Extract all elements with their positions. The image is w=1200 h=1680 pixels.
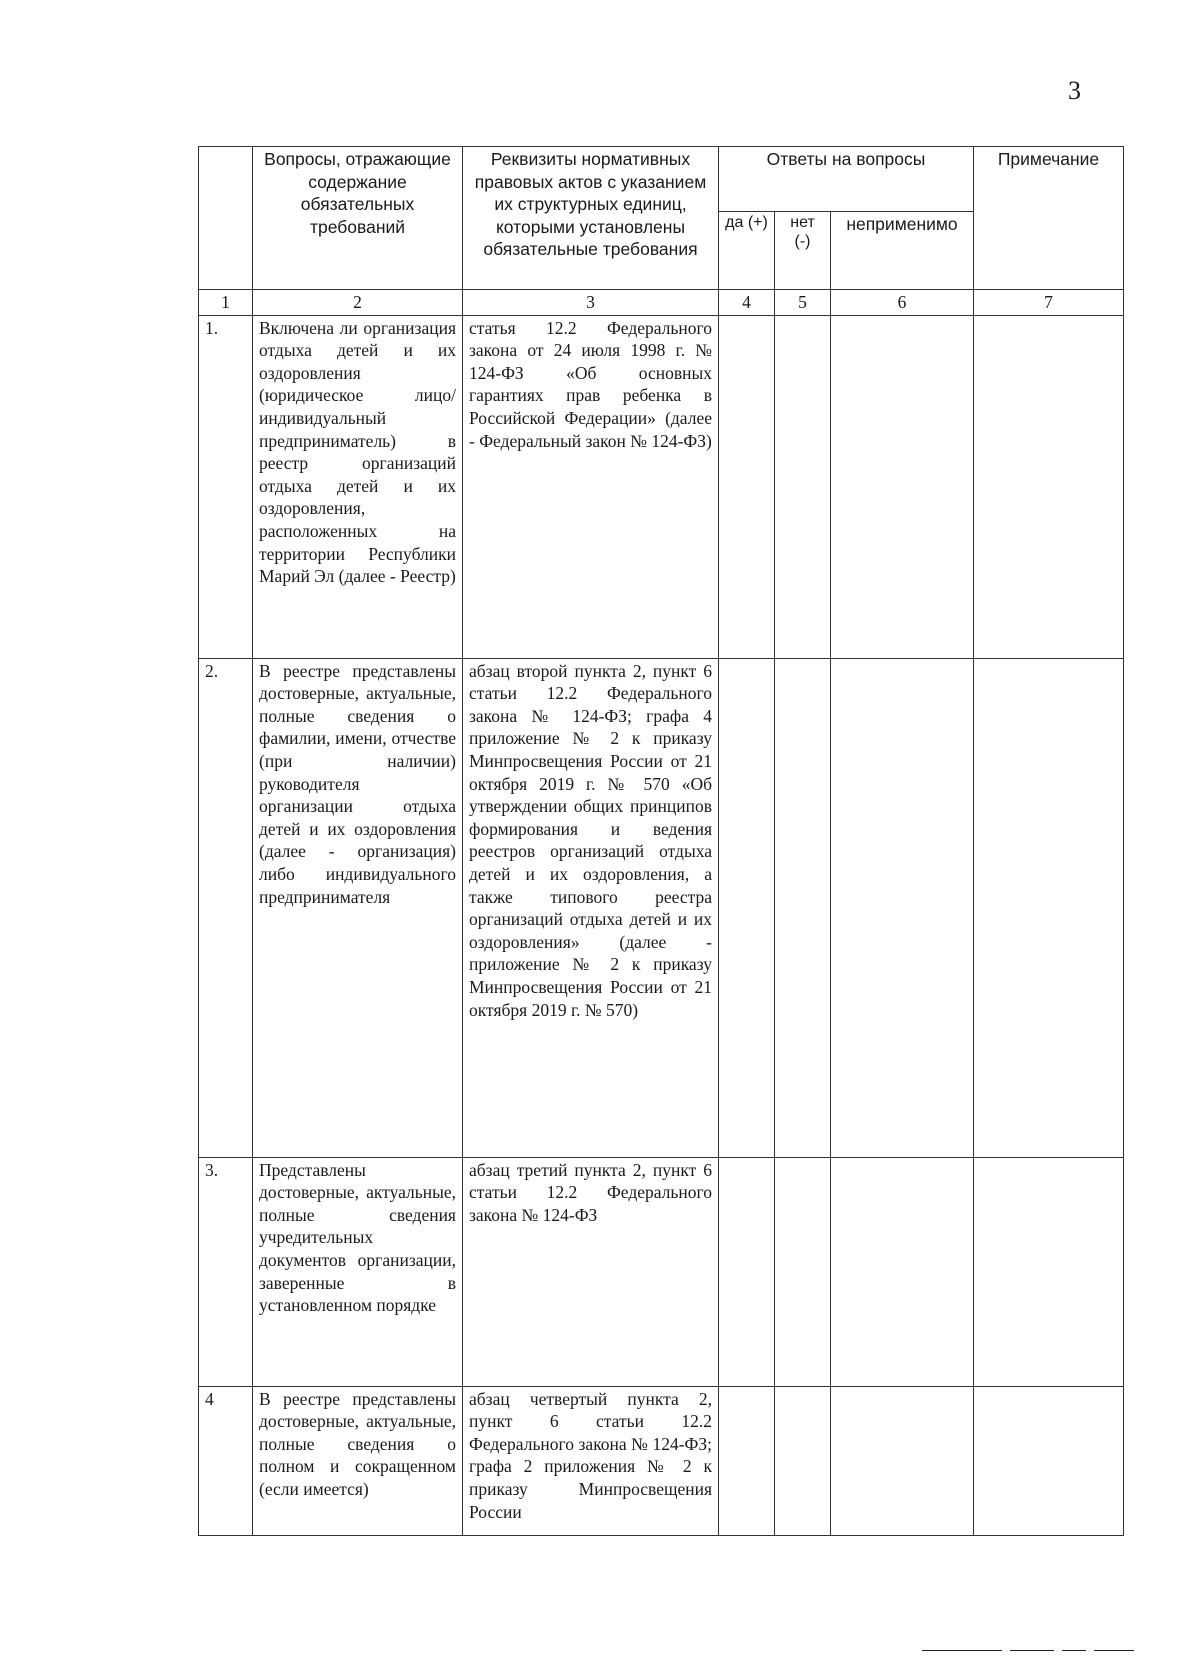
column-number: 5: [775, 290, 831, 316]
column-number: 1: [199, 290, 253, 316]
row-question: Включена ли организация отдыха детей и их оздоровления (юридическое лицо/индивидуальный предприниматель) в реестр организаций отдыха детей и их оздоровления, расположенных на территории Республики Марий Эл (далее - Реестр): [253, 315, 463, 658]
column-number: 7: [974, 290, 1124, 316]
answer-no-cell: [775, 1386, 831, 1535]
answer-na-cell: [831, 1157, 974, 1386]
answer-no-cell: [775, 1157, 831, 1386]
answer-na-cell: [831, 1386, 974, 1535]
checklist-table: [198, 146, 1124, 1536]
row-question: В реестре представлены достоверные, актуальные, полные сведения о полном и сокращенном (если имеется): [253, 1386, 463, 1535]
header-note: Примечание: [974, 147, 1124, 290]
row-question: В реестре представлены достоверные, актуальные, полные сведения о фамилии, имени, отчестве (при наличии) руководителя организации отдыха детей и их оздоровления (далее - организация) либо индивидуального предпринимателя: [253, 658, 463, 1157]
footer-rule: [922, 1650, 1002, 1651]
note-cell: [974, 1386, 1124, 1535]
row-requisites: абзац четвертый пункта 2, пункт 6 статьи 12.2 Федерального закона № 124-ФЗ; графа 2 приложения № 2 к приказу Минпросвещения России: [463, 1386, 719, 1535]
header-no-answer: нет (-): [775, 212, 831, 290]
answer-no-cell: [775, 658, 831, 1157]
column-number: 2: [253, 290, 463, 316]
table-row: [199, 315, 1124, 658]
column-number: 3: [463, 290, 719, 316]
answer-no-cell: [775, 315, 831, 658]
answer-na-cell: [831, 315, 974, 658]
header-row: [199, 147, 1124, 212]
footer-rule: [1062, 1650, 1086, 1651]
column-numbers-row: [199, 290, 1124, 316]
note-cell: [974, 1157, 1124, 1386]
column-number: 6: [831, 290, 974, 316]
row-number: 3.: [199, 1157, 253, 1386]
note-cell: [974, 315, 1124, 658]
row-requisites: статья 12.2 Федерального закона от 24 июля 1998 г. № 124-ФЗ «Об основных гарантиях прав ребенка в Российской Федерации» (далее - Федеральный закон № 124-ФЗ): [463, 315, 719, 658]
header-no: [199, 147, 253, 290]
answer-yes-cell: [719, 1386, 775, 1535]
header-not-applicable: неприменимо: [831, 212, 974, 290]
header-questions: Вопросы, отражающие содержание обязательных требований: [253, 147, 463, 290]
answer-yes-cell: [719, 315, 775, 658]
footer-rule: [1094, 1650, 1134, 1651]
row-number: 2.: [199, 658, 253, 1157]
column-number: 4: [719, 290, 775, 316]
answer-yes-cell: [719, 1157, 775, 1386]
table-row: [199, 658, 1124, 1157]
table-row: [199, 1157, 1124, 1386]
row-question: Представлены достоверные, актуальные, полные сведения учредительных документов организации, заверенные в установленном порядке: [253, 1157, 463, 1386]
row-requisites: абзац второй пункта 2, пункт 6 статьи 12.2 Федерального закона № 124-ФЗ; графа 4 приложение № 2 к приказу Минпросвещения России от 21 октября 2019 г. № 570 «Об утверждении общих принципов формирования и ведения реестров организаций отдыха детей и их оздоровления, а также типового реестра организаций отдыха детей и их оздоровления» (далее - приложение № 2 к приказу Минпросвещения России от 21 октября 2019 г. № 570): [463, 658, 719, 1157]
row-number: 1.: [199, 315, 253, 658]
header-yes: да (+): [719, 212, 775, 290]
note-cell: [974, 658, 1124, 1157]
answer-yes-cell: [719, 658, 775, 1157]
answer-na-cell: [831, 658, 974, 1157]
page-number: 3: [1068, 76, 1081, 105]
row-number: 4: [199, 1386, 253, 1535]
table-row: [199, 1386, 1124, 1535]
header-requisites: Реквизиты нормативных правовых актов с указанием их структурных единиц, которыми установлены обязательные требования: [463, 147, 719, 290]
header-answers: Ответы на вопросы: [719, 147, 974, 212]
footer-rule: [1010, 1650, 1054, 1651]
row-requisites: абзац третий пункта 2, пункт 6 статьи 12.2 Федерального закона № 124-ФЗ: [463, 1157, 719, 1386]
